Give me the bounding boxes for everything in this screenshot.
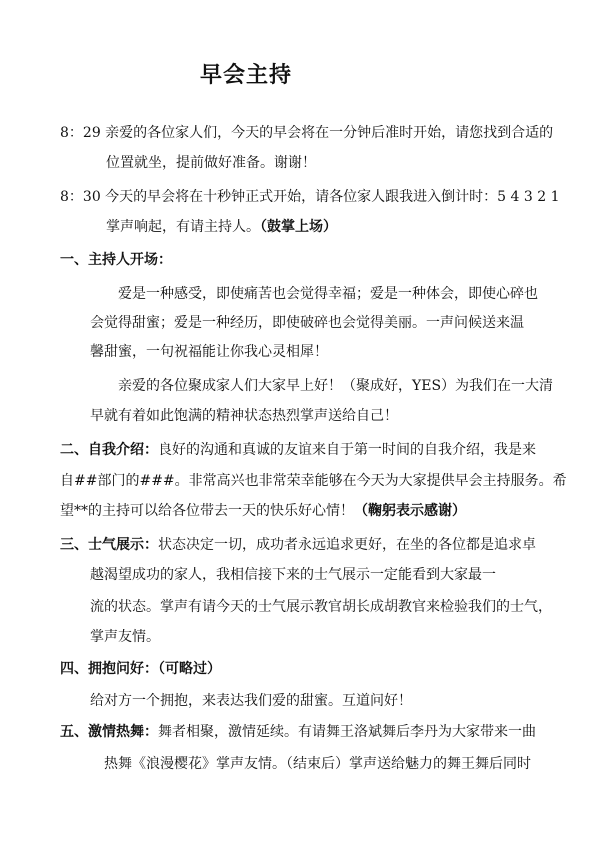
paragraph-line — [60, 536, 536, 554]
section-heading: 三、士气展示： — [60, 537, 158, 553]
paragraph-line: 8：30 今天的早会将在十秒钟正式开始，请各位家人跟我进入倒计时：5 4 3 2 1 — [60, 189, 560, 205]
paragraph-line: 流的状态。掌声有请今天的士气展示教官胡长成胡教官来检验我们的士气， — [90, 599, 552, 615]
paragraph-line: 热舞《浪漫樱花》掌声友情。（结束后）掌声送给魅力的舞王舞后同时 — [104, 756, 531, 772]
paragraph-text: 掌声响起，有请主持人。 — [106, 219, 260, 235]
section-heading: 一、主持人开场： — [60, 252, 172, 268]
page-title: 早会主持 — [200, 63, 293, 88]
paragraph-line: 位置就坐，提前做好准备。谢谢！ — [106, 155, 316, 171]
paragraph-line: 自##部门的###。非常高兴也非常荣幸能够在今天为大家提供早会主持服务。希 — [60, 473, 567, 489]
paragraph-line: 掌声友情。 — [90, 629, 160, 645]
paragraph-line: 亲爱的各位聚成家人们大家早上好！（聚成好，YES）为我们在一大清 — [118, 378, 554, 394]
paragraph-line — [60, 441, 536, 459]
paragraph-line: 8：29 亲爱的各位家人们，今天的早会将在一分钟后准时开始，请您找到合适的 — [60, 125, 554, 141]
stage-direction: （鼓掌上场） — [260, 219, 337, 235]
paragraph-line: 会觉得甜蜜；爱是一种经历，即使破碎也会觉得美丽。一声问候送来温 — [90, 315, 524, 331]
paragraph-text: 舞者相聚，激情延续。有请舞王洛斌舞后李丹为大家带来一曲 — [158, 724, 536, 740]
paragraph-line — [106, 218, 337, 236]
paragraph-line: 馨甜蜜，一句祝福能让你我心灵相犀！ — [90, 344, 328, 360]
paragraph-text: 状态决定一切，成功者永远追求更好，在坐的各位都是追求卓 — [158, 537, 536, 553]
section-heading: 二、自我介绍： — [60, 442, 158, 458]
paragraph-line — [60, 723, 536, 741]
paragraph-line: 爱是一种感受，即使痛苦也会觉得幸福；爱是一种体会，即使心碎也 — [118, 286, 538, 302]
paragraph-line: 早就有着如此饱满的精神状态热烈掌声送给自己！ — [90, 408, 398, 424]
paragraph-text: 望**的主持可以给各位带去一天的快乐好心情！ — [60, 503, 354, 519]
section-heading: 五、激情热舞： — [60, 724, 158, 740]
paragraph-line: 越渴望成功的家人，我相信接下来的士气展示一定能看到大家最一 — [90, 567, 496, 583]
paragraph-text: 良好的沟通和真诚的友谊来自于第一时间的自我介绍，我是来 — [158, 442, 536, 458]
section-heading: 四、拥抱问好：（可略过） — [60, 661, 221, 677]
stage-direction: （鞠躬表示感谢） — [354, 503, 466, 519]
paragraph-line — [60, 502, 466, 520]
paragraph-line: 给对方一个拥抱，来表达我们爱的甜蜜。互道问好！ — [90, 693, 412, 709]
